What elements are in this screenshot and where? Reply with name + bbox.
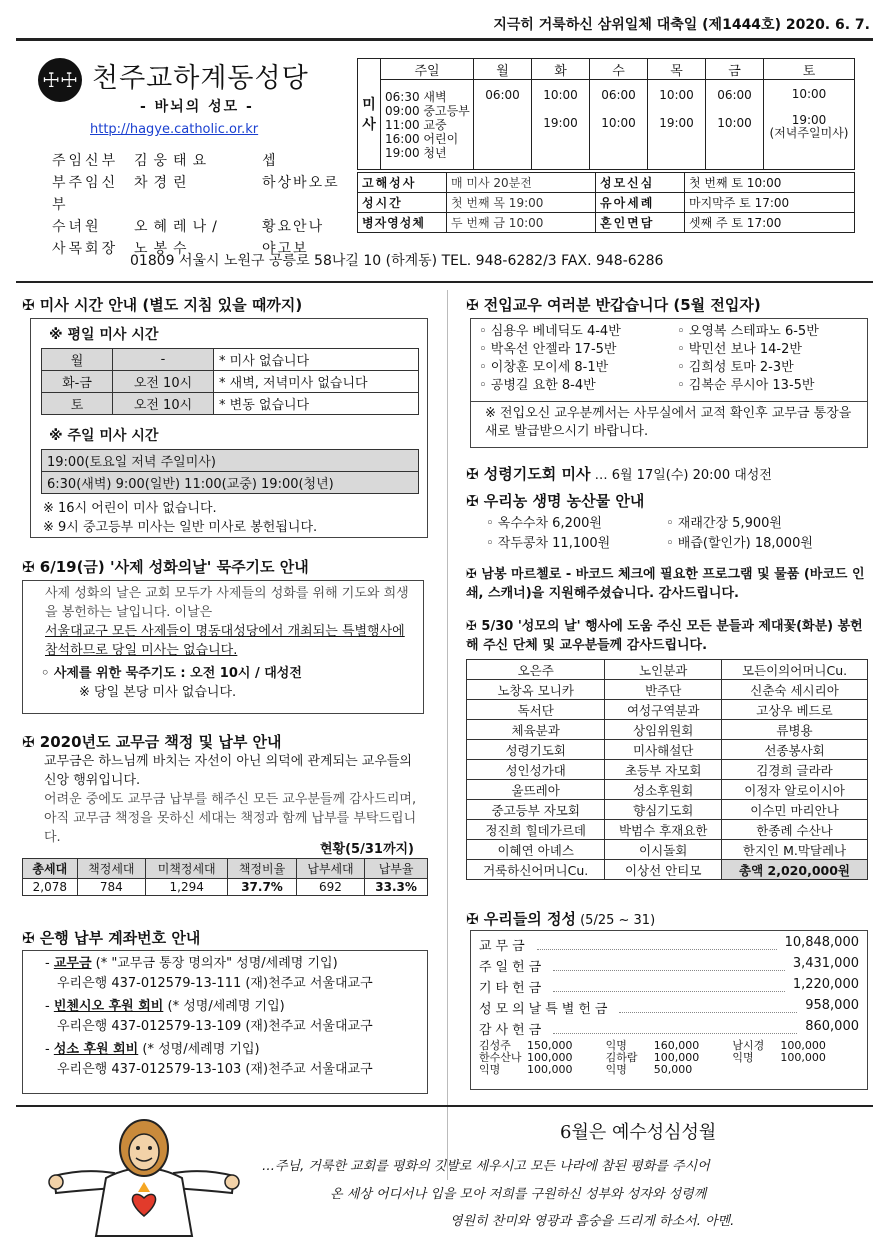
farm-title: ✠ 우리농 생명 농산물 안내 — [466, 492, 645, 510]
staff-role: 사목회장 — [52, 241, 119, 257]
table-cell: * 변동 없습니다 — [214, 393, 419, 415]
spirit-mass — [466, 463, 772, 484]
table-header: 총세대 — [23, 859, 78, 879]
jesus-illustration-icon — [44, 1118, 244, 1242]
table-row — [42, 472, 419, 494]
offering-heading — [466, 908, 655, 929]
farm-product: ◦ 배즙(할인가) 18,000원 — [666, 536, 813, 551]
welcome-row — [479, 341, 867, 359]
table-cell: 33.3% — [365, 879, 428, 896]
donor-amount: 100,000 — [527, 1051, 573, 1064]
bank-item-name: 교무금 — [53, 956, 92, 971]
church-name: 천주교하계동성당 — [92, 63, 309, 94]
sacrament-info-table — [357, 172, 855, 233]
offering-title: ✠ 우리들의 정성 — [466, 910, 576, 928]
donor-amount: 100,000 — [780, 1051, 826, 1064]
newcomer: ◦ 박민선 보나 14-2반 — [677, 342, 802, 357]
spirit-mass-detail: … 6월 17일(수) 20:00 대성전 — [594, 468, 772, 483]
donor-cell: 울뜨레아 — [467, 780, 605, 800]
farm-product: ◦ 작두콩차 11,100원 — [486, 536, 611, 551]
donor-cell: 이정자 알로이시아 — [722, 780, 868, 800]
table-row — [467, 860, 868, 880]
donor-amount: 150,000 — [527, 1039, 573, 1052]
priest-rosary-info: ◦ 사제를 위한 묵주기도 : 오전 10시 / 대성전 — [41, 666, 302, 681]
donor-cell: 이시돌회 — [605, 840, 722, 860]
donor-cell: 정진희 힐데가르데 — [467, 820, 605, 840]
prayer-line: 온 세상 어디서나 입을 모아 저희를 구원하신 성부와 성자와 성령께 — [330, 1187, 707, 1202]
donor-cell: 노창옥 모니카 — [467, 680, 605, 700]
thursday-times: 10:00 19:00 — [648, 80, 706, 170]
table-row — [42, 450, 419, 472]
weekday-mass-table — [41, 348, 419, 415]
donor-name: 김성주 — [479, 1039, 511, 1052]
table-row — [467, 780, 868, 800]
offering-period: (5/25 ~ 31) — [580, 913, 656, 928]
donor-cell: 노인분과 — [605, 660, 722, 680]
church-website-link[interactable]: http://hagye.catholic.or.kr — [90, 122, 259, 137]
leader-dots — [553, 956, 785, 971]
table-header: 납부세대 — [296, 859, 364, 879]
farm-product: ◦ 재래간장 5,900원 — [666, 516, 782, 531]
table-cell: 692 — [296, 879, 364, 896]
bank-item-desc: (* 성명/세례명 기입) — [167, 999, 285, 1014]
prayer-line: 영원히 찬미와 영광과 흠숭을 드리게 하소서. 아멘. — [450, 1214, 735, 1229]
sacrament-label: 성모신심 — [596, 173, 685, 193]
donor-cell: 중고등부 자모회 — [467, 800, 605, 820]
welcome-box — [470, 318, 868, 448]
mass-notice-title: ✠ 미사 시간 안내 (별도 지침 있을 때까지) — [22, 296, 303, 314]
donor-cell: 향심기도회 — [605, 800, 722, 820]
saturday-times: 10:00 19:00 (저녁주일미사) — [764, 80, 855, 170]
wednesday-times: 06:00 10:00 — [590, 80, 648, 170]
newcomer: ◦ 김복순 루시아 13-5반 — [677, 378, 815, 393]
table-header: 미책정세대 — [146, 859, 228, 879]
donor-name: 남시경 — [732, 1039, 765, 1052]
staff-title: 황요안나 — [262, 219, 325, 235]
table-cell: 오전 10시 — [113, 371, 214, 393]
newcomer: ◦ 오영복 스테파노 6-5반 — [677, 324, 819, 339]
welcome-row — [479, 359, 867, 377]
table-row — [467, 740, 868, 760]
sacrament-time: 첫 번째 토 10:00 — [685, 173, 855, 193]
priest-day-text-underlined: 서울대교구 모든 사제들이 명동대성당에서 개최되는 특별행사에 참석하므로 당일 미사는 없습니다. — [45, 624, 405, 658]
donor-cell: 상임위원회 — [605, 720, 722, 740]
section-divider — [16, 281, 873, 283]
mass-schedule-table — [357, 58, 855, 170]
donor-cell: 총액 2,020,000원 — [722, 860, 868, 880]
priest-day-text: 사제 성화의 날은 교회 모두가 사제들의 성화를 위해 기도와 희생을 봉헌하는 날입니다. 이날은 — [45, 586, 409, 620]
bank-account: 우리은행 437-012579-13-103 (재)천주교 서울대교구 — [57, 1062, 373, 1077]
donor-amount: 50,000 — [653, 1063, 693, 1076]
sacrament-row — [358, 173, 855, 193]
table-row — [467, 660, 868, 680]
table-cell: 오전 10시 — [113, 393, 214, 415]
staff-name: 오혜레나/ — [134, 219, 223, 235]
donor-cell: 체육분과 — [467, 720, 605, 740]
table-header-row — [23, 859, 428, 879]
footer-divider — [16, 1105, 873, 1107]
sacrament-label: 고해성사 — [358, 173, 447, 193]
staff-name: 노봉수 — [134, 241, 193, 257]
donor-cell: 성소후원회 — [605, 780, 722, 800]
welcome-row — [479, 377, 867, 395]
donor-cell: 선종봉사회 — [722, 740, 868, 760]
sacrament-label: 성시간 — [358, 193, 447, 213]
sunday-mass-title: ※ 주일 미사 시간 — [49, 428, 159, 444]
dues-text — [44, 752, 428, 847]
bank-account: 우리은행 437-012579-13-111 (재)천주교 서울대교구 — [57, 976, 373, 991]
day-header: 화 — [532, 59, 590, 80]
bank-account: 우리은행 437-012579-13-109 (재)천주교 서울대교구 — [57, 1019, 373, 1034]
donor-row — [479, 1064, 859, 1076]
staff-title: 야고보 — [262, 241, 309, 257]
event-donor-grid — [466, 659, 868, 880]
offering-label: 교무금 — [479, 939, 529, 954]
offering-amount: 3,431,000 — [792, 956, 859, 971]
barcode-thanks: ✠ 남봉 마르첼로 - 바코드 체크에 필요한 프로그램 및 물품 (바코드 인쇄, 스캐너)을 지원해주셨습니다. 감사드립니다. — [466, 567, 865, 601]
leader-dots — [553, 977, 785, 992]
donor-cell: 성인성가대 — [467, 760, 605, 780]
staff-row — [52, 216, 352, 238]
staff-role: 수녀원 — [52, 219, 102, 235]
staff-name: 김웅태요 — [134, 153, 213, 169]
donor-cell: 이상선 안티모 — [605, 860, 722, 880]
leader-dots — [619, 998, 797, 1013]
donor-name: 김하람 — [605, 1051, 638, 1064]
issue-date-line: 지극히 거룩하신 삼위일체 대축일 (제1444호) 2020. 6. 7. — [493, 17, 870, 33]
newcomer: ◦ 공병길 요한 8-4반 — [479, 378, 596, 393]
offering-box — [470, 930, 868, 1090]
table-row — [42, 349, 419, 371]
offering-label: 성모의날특별헌금 — [479, 1002, 612, 1017]
event-thanks: ✠ 5/30 '성모의 날' 행사에 도움 주신 모든 분들과 제대꽃(화분) 봉헌해 주신 단체 및 교우분들께 감사드립니다. — [466, 619, 863, 653]
sacrament-label: 병자영성체 — [358, 213, 447, 233]
donor-name: 익명 — [479, 1063, 501, 1076]
donor-amount: 160,000 — [653, 1039, 700, 1052]
table-row — [467, 680, 868, 700]
donor-cell: 미사해설단 — [605, 740, 722, 760]
leader-dots — [553, 1019, 797, 1034]
header-divider — [16, 38, 873, 41]
table-row — [467, 720, 868, 740]
donor-cell: 성령기도회 — [467, 740, 605, 760]
table-row — [467, 800, 868, 820]
bank-item-name: 성소 후원 회비 — [53, 1042, 139, 1057]
friday-times: 06:00 10:00 — [706, 80, 764, 170]
monday-times: 06:00 — [474, 80, 532, 170]
spirit-mass-title: ✠ 성령기도회 미사 — [466, 465, 591, 483]
donor-cell: 초등부 자모회 — [605, 760, 722, 780]
staff-row — [52, 172, 352, 216]
schedule-side-label: 미사 — [358, 59, 381, 170]
offering-row — [479, 956, 859, 977]
donor-cell: 독서단 — [467, 700, 605, 720]
newcomer: ◦ 김희성 토마 2-3반 — [677, 360, 794, 375]
offering-label: 주일헌금 — [479, 960, 546, 975]
table-cell: 월 — [42, 349, 113, 371]
table-row — [467, 760, 868, 780]
month-theme-title: 6월은 예수성심성월 — [560, 1122, 717, 1143]
newcomer: ◦ 심용우 베네딕도 4-4반 — [479, 324, 621, 339]
table-row — [467, 700, 868, 720]
welcome-title: ✠ 전입교우 여러분 반갑습니다 (5월 전입자) — [466, 296, 761, 314]
newcomer: ◦ 박옥선 안젤라 17-5반 — [479, 342, 617, 357]
offering-row — [479, 977, 859, 998]
offering-label: 기타헌금 — [479, 981, 546, 996]
table-cell: * 미사 없습니다 — [214, 349, 419, 371]
offering-row — [479, 935, 859, 956]
day-header: 수 — [590, 59, 648, 80]
donor-cell: 여성구역분과 — [605, 700, 722, 720]
offering-amount: 1,220,000 — [792, 977, 859, 992]
donor-cell: 한종례 수산나 — [722, 820, 868, 840]
donor-name — [732, 1064, 780, 1076]
donor-cell: 오은주 — [467, 660, 605, 680]
priest-day-title: ✠ 6/19(금) '사제 성화의날' 묵주기도 안내 — [22, 558, 309, 576]
donor-cell: 이수민 마리안나 — [722, 800, 868, 820]
priest-day-note: ※ 당일 본당 미사 없습니다. — [79, 685, 237, 700]
donor-name: 익명 — [605, 1063, 627, 1076]
table-cell: * 새벽, 저녁미사 없습니다 — [214, 371, 419, 393]
day-header: 월 — [474, 59, 532, 80]
table-cell: 1,294 — [146, 879, 228, 896]
mass-note: ※ 9시 중고등부 미사는 일반 미사로 봉헌됩니다. — [43, 520, 318, 535]
donor-cell: 류병용 — [722, 720, 868, 740]
sacrament-row — [358, 193, 855, 213]
donor-amount: 100,000 — [780, 1039, 826, 1052]
sacrament-row — [358, 213, 855, 233]
priest-day-box — [22, 580, 424, 714]
offering-row — [479, 1019, 859, 1040]
table-cell: 6:30(새벽) 9:00(일반) 11:00(교중) 19:00(청년) — [42, 472, 419, 494]
day-header: 주일 — [381, 59, 474, 80]
welcome-note: ※ 전입오신 교우분께서는 사무실에서 교적 확인후 교무금 통장을 새로 발급받으시기 바랍니다. — [471, 401, 867, 441]
dues-status-label: 현황(5/31까지) — [320, 842, 414, 857]
staff-role: 부주임신부 — [52, 175, 119, 213]
staff-role: 주임신부 — [52, 153, 119, 169]
donor-amount — [780, 1064, 845, 1076]
donor-cell: 이혜연 아녜스 — [467, 840, 605, 860]
bank-item-name: 빈첸시오 후원 회비 — [53, 999, 164, 1014]
table-row — [23, 879, 428, 896]
table-cell: - — [113, 349, 214, 371]
offering-amount: 10,848,000 — [784, 935, 859, 950]
table-cell: 화-금 — [42, 371, 113, 393]
farm-list — [486, 514, 813, 554]
table-row — [42, 371, 419, 393]
sacrament-label: 혼인면담 — [596, 213, 685, 233]
farm-product: ◦ 옥수수차 6,200원 — [486, 516, 602, 531]
offering-amount: 958,000 — [805, 998, 859, 1013]
staff-list — [52, 150, 352, 260]
bank-box — [22, 950, 428, 1094]
sacrament-time: 두 번째 금 10:00 — [447, 213, 596, 233]
day-header: 목 — [648, 59, 706, 80]
staff-row — [52, 150, 352, 172]
table-cell: 2,078 — [23, 879, 78, 896]
donor-cell: 한지인 M.막달레나 — [722, 840, 868, 860]
donor-cell: 반주단 — [605, 680, 722, 700]
donor-amount: 100,000 — [653, 1051, 700, 1064]
donor-name: 익명 — [732, 1051, 754, 1064]
sacrament-time: 첫 번째 목 19:00 — [447, 193, 596, 213]
table-cell: 37.7% — [228, 879, 296, 896]
bank-item: - 성소 후원 회비 (* 성명/세례명 기입) — [45, 1042, 260, 1057]
offering-amount: 860,000 — [805, 1019, 859, 1034]
donor-name: 익명 — [605, 1039, 627, 1052]
tuesday-times: 10:00 19:00 — [532, 80, 590, 170]
table-cell: 784 — [77, 879, 145, 896]
farm-row — [486, 534, 813, 554]
table-cell: 19:00(토요일 저녁 주일미사) — [42, 450, 419, 472]
table-header: 책정세대 — [77, 859, 145, 879]
church-logo-icon: ☩☩ — [38, 58, 82, 102]
staff-title: 하상바오로 — [262, 175, 340, 191]
day-header: 토 — [764, 59, 855, 80]
bank-item: - 교무금 (* "교무금 통장 명의자" 성명/세례명 기입) — [45, 956, 338, 971]
weekday-mass-title: ※ 평일 미사 시간 — [49, 327, 159, 343]
bank-item: - 빈첸시오 후원 회비 (* 성명/세례명 기입) — [45, 999, 285, 1014]
staff-title: 셉 — [262, 153, 278, 169]
sunday-times: 06:30 새벽 09:00 중고등부 11:00 교중 16:00 어린이 19:00 청년 — [381, 80, 474, 170]
sacrament-time: 셋째 주 토 17:00 — [685, 213, 855, 233]
farm-row — [486, 514, 813, 534]
dues-title: ✠ 2020년도 교무금 책정 및 납부 안내 — [22, 733, 282, 751]
sunday-mass-table — [41, 449, 419, 494]
sacrament-label: 유아세례 — [596, 193, 685, 213]
day-header: 금 — [706, 59, 764, 80]
offering-row — [479, 998, 859, 1019]
leader-dots — [537, 935, 777, 950]
table-cell: 토 — [42, 393, 113, 415]
prayer-line: …주님, 거룩한 교회를 평화의 깃발로 세우시고 모든 나라에 참된 평화를 주시어 — [262, 1159, 710, 1174]
table-header: 책정비율 — [228, 859, 296, 879]
welcome-row — [479, 323, 867, 341]
dues-paragraph-bold: 교무금은 하느님께 바치는 자선이 아닌 의덕에 관계되는 교우들의 신앙 행위입니다. — [44, 754, 412, 788]
table-row — [467, 820, 868, 840]
table-header: 납부율 — [365, 859, 428, 879]
mass-notice-box — [30, 318, 428, 538]
donor-cell: 신춘숙 세시리아 — [722, 680, 868, 700]
donor-cell: 고상우 베드로 — [722, 700, 868, 720]
bank-item-desc: (* "교무금 통장 명의자" 성명/세례명 기입) — [95, 956, 338, 971]
donor-cell: 김경희 글라라 — [722, 760, 868, 780]
table-row — [467, 840, 868, 860]
church-subtitle: - 바뇌의 성모 - — [140, 99, 254, 115]
sacrament-time: 마지막주 토 17:00 — [685, 193, 855, 213]
mass-note: ※ 16시 어린이 미사 없습니다. — [43, 501, 217, 516]
sacrament-time: 매 미사 20분전 — [447, 173, 596, 193]
donor-amount: 100,000 — [527, 1063, 573, 1076]
table-row — [42, 393, 419, 415]
donor-cell: 거룩하신어머니Cu. — [467, 860, 605, 880]
column-divider — [447, 290, 448, 1180]
dues-status-table — [22, 858, 428, 896]
bank-title: ✠ 은행 납부 계좌번호 안내 — [22, 929, 201, 947]
donor-name: 한수산나 — [479, 1051, 522, 1064]
newcomer: ◦ 이창훈 모이세 8-1반 — [479, 360, 609, 375]
bank-item-desc: (* 성명/세례명 기입) — [142, 1042, 260, 1057]
church-address: 01809 서울시 노원구 공릉로 58나길 10 (하계동) TEL. 948-6282/3 FAX. 948-6286 — [130, 253, 664, 269]
staff-name: 차경린 — [134, 175, 193, 191]
offering-label: 감사헌금 — [479, 1023, 546, 1038]
donor-cell: 모든이의어머니Cu. — [722, 660, 868, 680]
dues-paragraph: 어려운 중에도 교무금 납부를 해주신 모든 교우분들께 감사드리며, 아직 교무금 책정을 못하신 세대는 책정과 함께 납부를 부탁드립니다. — [44, 792, 417, 845]
donor-cell: 박범수 후재요한 — [605, 820, 722, 840]
